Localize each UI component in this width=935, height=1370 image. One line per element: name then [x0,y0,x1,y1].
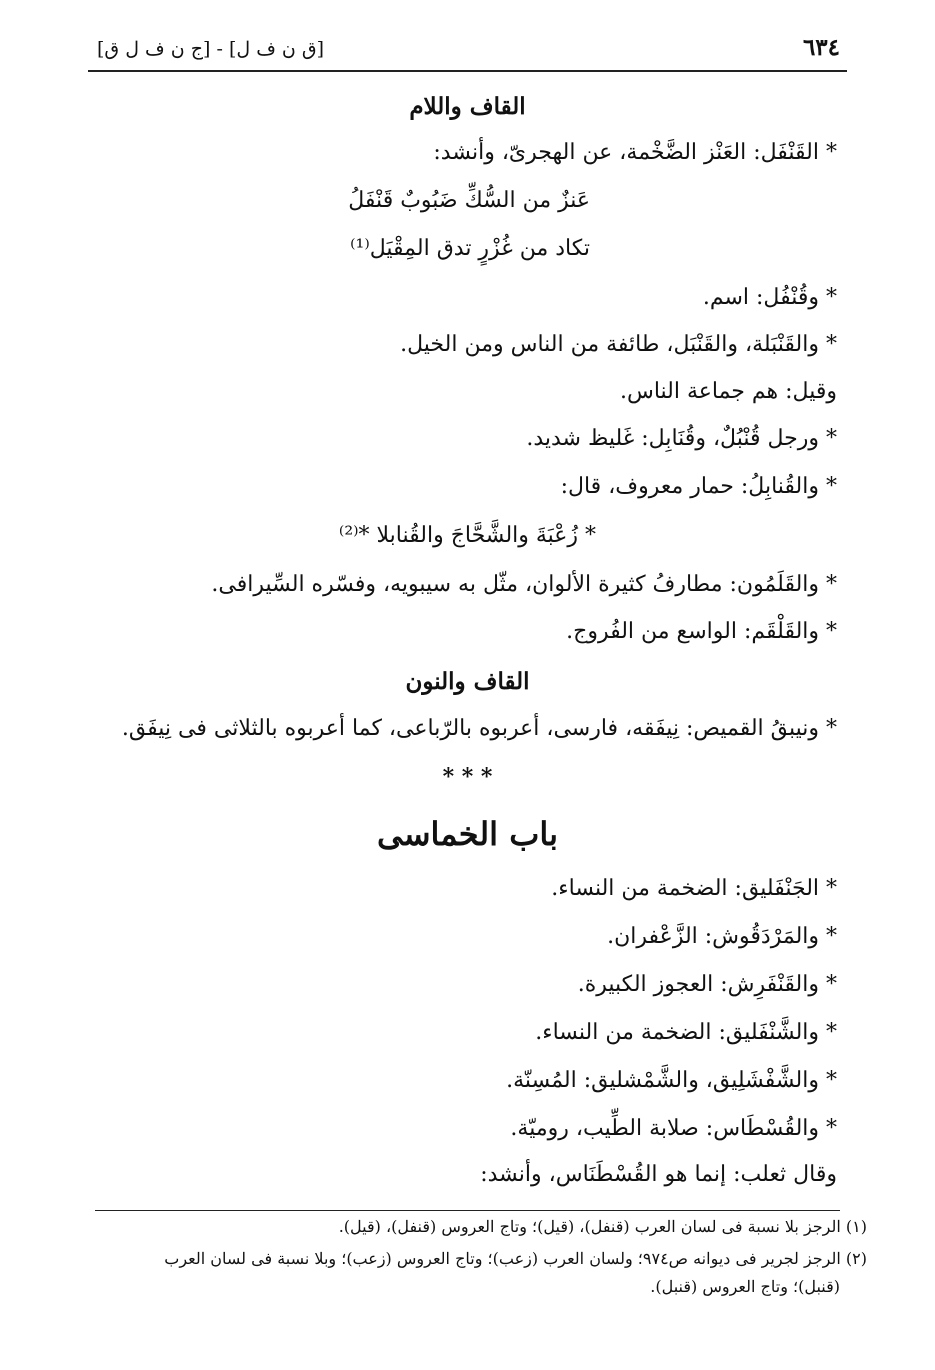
entry-qunabil: * والقُنابِلُ: حمار معروف، قال: [560,474,837,499]
entry-qunbul: * ورجل قُنْبُلٌ، وقُنَابِل: غَليظ شديد. [526,426,837,451]
entry-qanfal: * القَنْفَل: العَنْز الضَّخْمة، عن الهجرىّ، وأنشد: [433,140,837,165]
footnote-2-line-2: (قنبل)؛ وتاج العروس (قنبل). [650,1277,840,1296]
footnote-2-line-1: (٢) الرجز لجرير فى ديوانه ص٩٧٤؛ ولسان العرب (زعب)؛ وتاج العروس (زعب)؛ وبلا نسبة فى لسان العرب [164,1249,867,1268]
entry-qanbala: * والقَنْبَلة، والقَنْبَل، طائفة من الناس ومن الخيل. [400,332,837,357]
entry-nibaq: * ونيبقُ القميص: نِيفَقه، فارسى، أعربوه بالرّباعى، كما أعربوه بالثلاثى فى نِيفَق. [121,716,837,741]
entry-qalamun: * والقَلَمُون: مطارفُ كثيرة الألوان، مثّل به سيبويه، وفسّره السِّيرافى. [211,572,837,597]
running-title: [ق ن ف ل] - [ج ن ف ل ق] [97,38,325,60]
entry-qanbala-note: وقيل: هم جماعة الناس. [619,379,837,404]
verse-line-2: تكاد من غُزْرٍ تدق المِقْيَل⁽¹⁾ [350,236,590,261]
section-heading-qaf-lam: القاف واللام [409,93,526,120]
entry-janfaliq: * الجَنْفَليق: الضخمة من النساء. [551,876,837,901]
header-rule [88,70,847,72]
entry-mardaqush: * والمَرْدَقُوش: الزَّعْفران. [607,924,837,949]
entry-thalab: وقال ثعلب: إنما هو القُسْطَنَاس، وأنشد: [480,1162,837,1187]
entry-shafshaliq: * والشَّفْشَلِيق، والشَّمْشليق: المُسِنّة. [506,1068,837,1093]
entry-qanfarish: * والقَنْفَرِش: العجوز الكبيرة. [577,972,837,997]
entry-shanfaliq: * والشَّنْفَليق: الضخمة من النساء. [535,1020,837,1045]
entry-qustas: * والقُسْطَاس: صلابة الطِّيب، روميّة. [510,1116,837,1141]
section-separator: * * * [442,764,493,790]
verse-line-1: عَنزٌ من السُّكِّ ضَبُوبٌ قَنْفَلُ [348,188,590,213]
entry-qunful: * وقُنْفُل: اسم. [702,285,837,310]
chapter-heading: باب الخماسى [377,815,558,853]
verse-zuba: * زُعْبَةَ والشَّحَّاجَ والقُنابلا *⁽²⁾ [338,523,597,548]
entry-qalqam: * والقَلْقَم: الواسع من الفُروج. [566,619,837,644]
footnote-rule [95,1210,840,1211]
page-number: ٦٣٤ [802,34,840,61]
section-heading-qaf-nun: القاف والنون [405,668,530,695]
footnote-1: (١) الرجز بلا نسبة فى لسان العرب (قنفل)، (قيل)؛ وتاج العروس (قنفل)، (قيل). [338,1217,867,1236]
